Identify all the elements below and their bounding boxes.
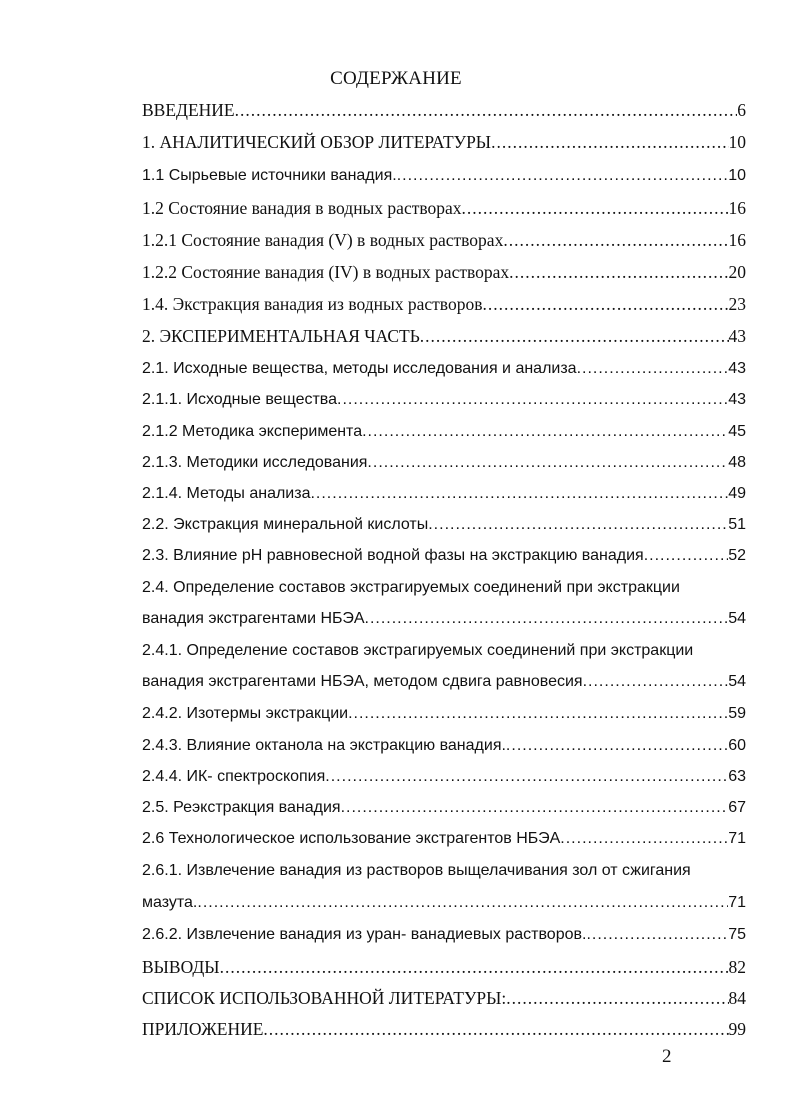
toc-entry-page: 16 xyxy=(728,198,746,218)
dot-leader xyxy=(509,260,728,284)
toc-entry-title: 2. ЭКСПЕРИМЕНТАЛЬНАЯ ЧАСТЬ xyxy=(142,326,420,346)
dot-leader xyxy=(462,196,729,220)
dot-leader xyxy=(503,228,728,252)
toc-entry-2-3[interactable] xyxy=(142,544,746,568)
toc-entry-1-2-1[interactable] xyxy=(142,228,746,252)
toc-entry-2-1-4[interactable] xyxy=(142,482,746,506)
toc-entry-2-1-3[interactable] xyxy=(142,451,746,475)
dot-leader xyxy=(482,292,728,316)
toc-entry-2-4-continuation[interactable] xyxy=(142,607,746,631)
dot-leader xyxy=(348,702,728,726)
toc-entry-page: 84 xyxy=(728,988,746,1008)
toc-entry-2-4-3[interactable] xyxy=(142,734,746,758)
dot-leader xyxy=(341,796,729,820)
toc-entry-title-continuation: ванадия экстрагентами НБЭА xyxy=(142,610,365,627)
dot-leader xyxy=(365,607,729,631)
toc-entry-page: 10 xyxy=(728,132,746,152)
toc-entry-literature-review[interactable] xyxy=(142,130,746,154)
toc-entry-title: 2.1.4. Методы анализа xyxy=(142,485,311,502)
dot-leader xyxy=(506,986,728,1010)
toc-entry-title-continuation: ванадия экстрагентами НБЭА, методом сдвига равновесия xyxy=(142,673,583,690)
toc-entry-page: 23 xyxy=(728,294,746,314)
toc-entry-title: 1.4. Экстракция ванадия из водных растворов xyxy=(142,294,483,314)
toc-entry-introduction[interactable] xyxy=(142,98,746,122)
toc-entry-title: 2.2. Экстракция минеральной кислоты xyxy=(142,516,429,533)
dot-leader xyxy=(325,765,728,789)
dot-leader xyxy=(337,388,728,412)
toc-entry-title: ПРИЛОЖЕНИЕ xyxy=(142,1019,264,1039)
toc-entry-page: 54 xyxy=(728,673,746,690)
toc-entry-title: ВВЕДЕНИЕ xyxy=(142,100,235,120)
dot-leader xyxy=(506,734,728,758)
toc-entry-2-6-2[interactable] xyxy=(142,923,746,947)
toc-entry-page: 60 xyxy=(728,737,746,754)
toc-entry-2-6-1[interactable] xyxy=(142,859,746,883)
toc-entry-page: 16 xyxy=(728,230,746,250)
dot-leader xyxy=(428,513,728,537)
page-number: 2 xyxy=(662,1046,672,1067)
toc-entry-title: 1. АНАЛИТИЧЕСКИЙ ОБЗОР ЛИТЕРАТУРЫ xyxy=(142,132,492,152)
toc-entry-2-6-1-continuation[interactable] xyxy=(142,891,746,915)
toc-entry-title: СПИСОК ИСПОЛЬЗОВАННОЙ ЛИТЕРАТУРЫ: xyxy=(142,988,507,1008)
toc-entry-2-2[interactable] xyxy=(142,513,746,537)
toc-entry-title: 2.6.1. Извлечение ванадия из растворов выщелачивания зол от сжигания xyxy=(142,862,691,879)
dot-leader xyxy=(560,827,728,851)
toc-entry-references[interactable] xyxy=(142,986,746,1010)
toc-entry-title-continuation: мазута. xyxy=(142,894,198,911)
toc-entry-2-4-1-continuation[interactable] xyxy=(142,670,746,694)
dot-leader xyxy=(362,420,728,444)
toc-entry-page: 52 xyxy=(728,547,746,564)
toc-entry-title: 2.4.3. Влияние октанола на экстракцию ванадия. xyxy=(142,737,506,754)
toc-entry-title: 2.4.1. Определение составов экстрагируемых соединений при экстракции xyxy=(142,642,694,659)
toc-entry-page: 71 xyxy=(728,894,746,911)
dot-leader xyxy=(491,130,728,154)
dot-leader xyxy=(220,955,729,979)
toc-entry-2-4-1[interactable] xyxy=(142,639,746,663)
toc-entry-page: 43 xyxy=(728,391,746,408)
toc-entry-page: 82 xyxy=(728,957,746,977)
toc-entry-title: 1.1 Сырьевые источники ванадия. xyxy=(142,167,397,184)
toc-entry-title: 1.2.1 Состояние ванадия (V) в водных растворах xyxy=(142,230,504,250)
dot-leader xyxy=(397,164,729,188)
dot-leader xyxy=(367,451,728,475)
toc-entry-2-5[interactable] xyxy=(142,796,746,820)
toc-entry-page: 67 xyxy=(728,799,746,816)
toc-entry-1-4[interactable] xyxy=(142,292,746,316)
toc-entry-2-4-2[interactable] xyxy=(142,702,746,726)
page-title: СОДЕРЖАНИЕ xyxy=(330,68,462,89)
dot-leader xyxy=(577,357,729,381)
toc-entry-1-2[interactable] xyxy=(142,196,746,220)
dot-leader xyxy=(263,1017,728,1041)
toc-entry-2-6[interactable] xyxy=(142,827,746,851)
toc-entry-2-1-1[interactable] xyxy=(142,388,746,412)
toc-entry-title: 1.2 Состояние ванадия в водных растворах xyxy=(142,198,462,218)
toc-entry-1-1[interactable] xyxy=(142,164,746,188)
toc-entry-experimental[interactable] xyxy=(142,324,746,348)
dot-leader xyxy=(420,324,729,348)
dot-leader xyxy=(197,891,728,915)
toc-entry-title: 1.2.2 Состояние ванадия (IV) в водных растворах xyxy=(142,262,510,282)
toc-entry-conclusions[interactable] xyxy=(142,955,746,979)
toc-entry-title: 2.1. Исходные вещества, методы исследования и анализа xyxy=(142,360,577,377)
toc-entry-page: 10 xyxy=(728,167,746,184)
toc-entry-appendix[interactable] xyxy=(142,1017,746,1041)
toc-entry-2-1-2[interactable] xyxy=(142,420,746,444)
toc-entry-title: 2.4.4. ИК- спектроскопия xyxy=(142,768,326,785)
dot-leader xyxy=(586,923,728,947)
toc-entry-page: 99 xyxy=(728,1019,746,1039)
toc-entry-page: 43 xyxy=(728,326,746,346)
toc-entry-2-4-4[interactable] xyxy=(142,765,746,789)
toc-entry-title: 2.1.3. Методики исследования xyxy=(142,454,368,471)
toc-entry-1-2-2[interactable] xyxy=(142,260,746,284)
dot-leader xyxy=(235,98,738,122)
toc-entry-page: 75 xyxy=(728,926,746,943)
toc-entry-title: 2.1.2 Методика эксперимента xyxy=(142,423,363,440)
toc-entry-page: 51 xyxy=(728,516,746,533)
dot-leader xyxy=(583,670,729,694)
toc-entry-title: 2.5. Реэкстракция ванадия xyxy=(142,799,341,816)
toc-entry-page: 43 xyxy=(728,360,746,377)
toc-entry-title: 2.4. Определение составов экстрагируемых соединений при экстракции xyxy=(142,579,680,596)
toc-entry-title: 2.3. Влияние рН равновесной водной фазы на экстракцию ванадия xyxy=(142,547,644,564)
dot-leader xyxy=(644,544,729,568)
toc-entry-page: 45 xyxy=(728,423,746,440)
toc-entry-page: 48 xyxy=(728,454,746,471)
toc-entry-page: 59 xyxy=(728,705,746,722)
toc-entry-page: 6 xyxy=(737,100,746,120)
toc-entry-page: 49 xyxy=(728,485,746,502)
toc-entry-title: 2.6 Технологическое использование экстрагентов НБЭА xyxy=(142,830,561,847)
toc-entry-page: 54 xyxy=(728,610,746,627)
dot-leader xyxy=(310,482,728,506)
toc-entry-page: 20 xyxy=(728,262,746,282)
toc-entry-title: 2.1.1. Исходные вещества xyxy=(142,391,338,408)
toc-entry-2-4[interactable] xyxy=(142,576,746,600)
toc-entry-page: 71 xyxy=(728,830,746,847)
toc-entry-title: ВЫВОДЫ xyxy=(142,957,220,977)
toc-entry-title: 2.4.2. Изотермы экстракции xyxy=(142,705,349,722)
toc-entry-page: 63 xyxy=(728,768,746,785)
toc-entry-title: 2.6.2. Извлечение ванадия из уран- ванадиевых растворов. xyxy=(142,926,587,943)
toc-entry-2-1[interactable] xyxy=(142,357,746,381)
